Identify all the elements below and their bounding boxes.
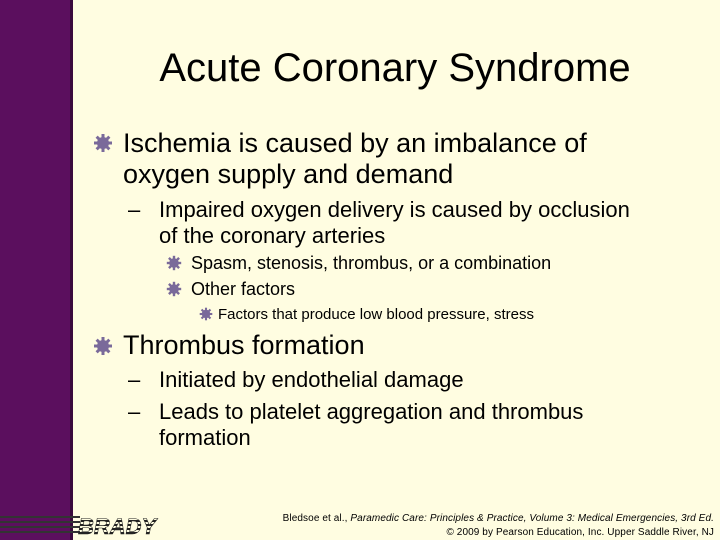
list-item xyxy=(159,197,630,249)
citation-title: Paramedic Care: Principles & Practice, Volume 3: Medical Emergencies, 3rd Ed. xyxy=(350,513,714,524)
dash-marker: – xyxy=(128,367,141,392)
bullet-gear-icon xyxy=(93,133,113,153)
brady-logo-text: BRADY xyxy=(78,514,157,539)
bullet-gear-icon xyxy=(166,281,182,297)
list-item-line: formation xyxy=(159,425,251,450)
list-item-line: of the coronary arteries xyxy=(159,223,386,248)
citation-line1 xyxy=(254,512,714,526)
list-item-line: Leads to platelet aggregation and thrombus xyxy=(159,399,584,424)
bullet-gear-icon xyxy=(199,307,213,321)
citation xyxy=(254,512,714,540)
list-item-line: Ischemia is caused by an imbalance of xyxy=(123,128,587,158)
list-item: Initiated by endothelial damage xyxy=(159,367,464,392)
list-item-line: oxygen supply and demand xyxy=(123,159,454,189)
list-item: Spasm, stenosis, thrombus, or a combination xyxy=(191,253,552,273)
brady-logo xyxy=(0,512,170,540)
list-item xyxy=(159,399,583,451)
citation-authors: Bledsoe et al., xyxy=(282,513,351,524)
bullet-gear-icon xyxy=(166,255,182,271)
dash-marker: – xyxy=(128,197,141,222)
slide-title: Acute Coronary Syndrome xyxy=(159,46,631,90)
bullet-gear-icon xyxy=(93,336,113,356)
list-item: Factors that produce low blood pressure, stress xyxy=(218,306,534,323)
citation-line2: © 2009 by Pearson Education, Inc. Upper Saddle River, NJ xyxy=(446,527,714,538)
list-item xyxy=(123,128,587,190)
list-item-line: Impaired oxygen delivery is caused by occlusion xyxy=(159,197,630,222)
list-item: Thrombus formation xyxy=(123,330,365,360)
list-item: Other factors xyxy=(191,279,296,299)
dash-marker: – xyxy=(128,399,141,424)
